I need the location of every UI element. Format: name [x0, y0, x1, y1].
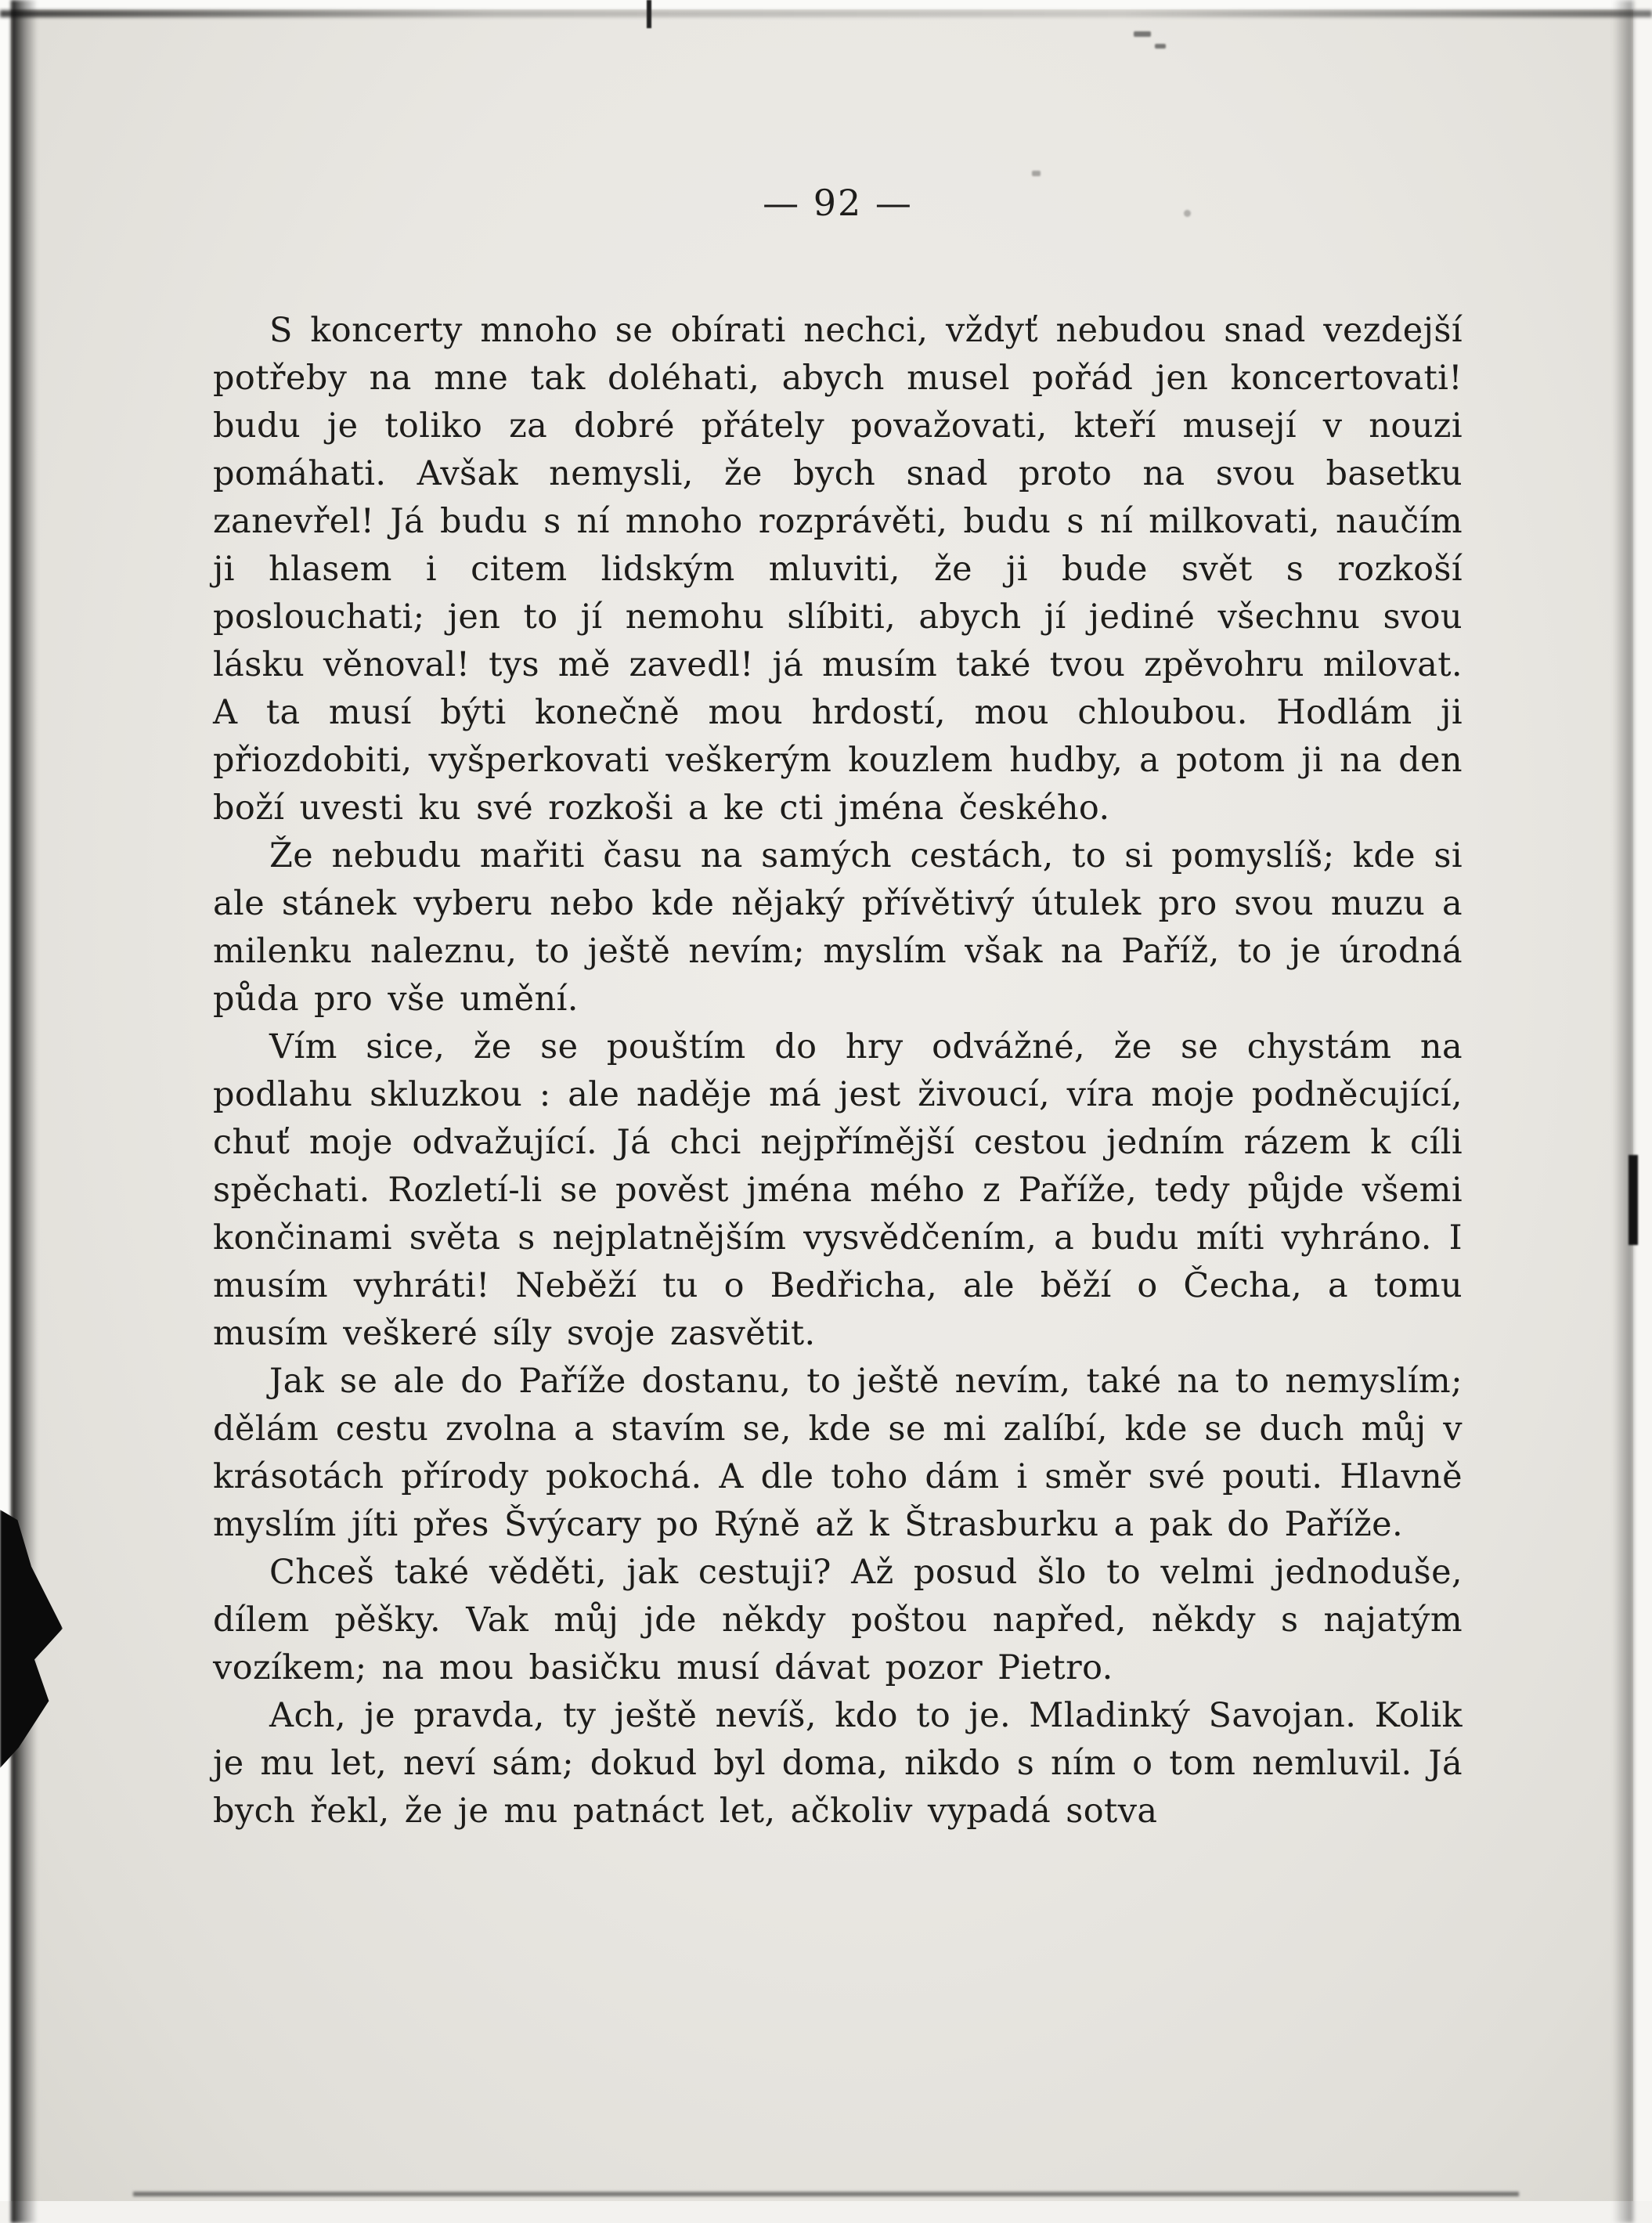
- book-spine-shadow: [11, 0, 38, 2223]
- page-top-edge-shadow: [0, 10, 1652, 17]
- scanner-edge-bottom: [0, 2201, 1652, 2223]
- scan-artifact-right-tick: [1629, 1155, 1638, 1245]
- paragraph: S koncerty mnoho se obírati nechci, vždyť nebudou snad vezdejší potřeby na mne tak doléhati, abych musel pořád jen koncertovati! budu je toliko za dobré přátely považovati, kteří musejí v nouzi pomáhati. Avšak nemysli, že bych snad proto na svou basetku zanevřel! Já budu s ní mnoho rozprávěti, budu s ní milkovati, naučím ji hlasem i citem lidským mluviti, že ji bude svět s rozkoší poslouchati; jen to jí nemohu slíbiti, abych jí jediné všechnu svou lásku věnoval! tys mě zavedl! já musím také tvou zpěvohru milovat. A ta musí býti konečně mou hrdostí, mou chloubou. Hodlám ji přiozdobiti, vyšperkovati veškerým kouzlem hudby, a potom ji na den boží uvesti ku své rozkoši a ke cti jména českého.: [213, 311, 1463, 828]
- scanner-edge-top: [0, 0, 1652, 9]
- scan-speck: [1032, 171, 1041, 176]
- paragraph: Ach, je pravda, ty ještě nevíš, kdo to je. Mladinký Savojan. Kolik je mu let, neví sám; dokud byl doma, nikdo s ním o tom nemluvil. Já bych řekl, že je mu patnáct let, ačkoliv vypadá sotva: [213, 1696, 1463, 1831]
- paragraph: Chceš také věděti, jak cestuji? Až posud šlo to velmi jednoduše, dílem pěšky. Vak můj jde někdy poštou napřed, někdy s najatým vozíkem; na mou basičku musí dávat pozor Pietro.: [213, 1553, 1463, 1687]
- scanner-edge-left: [0, 0, 11, 2223]
- page-bottom-edge-line: [133, 2192, 1519, 2196]
- scan-speck: [1134, 31, 1151, 37]
- page-right-edge-shadow: [1613, 0, 1633, 2223]
- paragraph: Vím sice, že se pouštím do hry odvážné, že se chystám na podlahu skluzkou : ale naděje má jest živoucí, víra moje podněcující, chuť moje odvažující. Já chci nejpřímější cestou jedním rázem k cíli spěchati. Rozletí-li se pověst jména mého z Paříže, tedy půjde všemi končinami světa s nejplatnějším vysvědčením, a budu míti vyhráno. I musím vyhráti! Neběží tu o Bedřicha, ale běží o Čecha, a tomu musím veškeré síly svoje zasvětit.: [213, 1027, 1463, 1353]
- body-text: [213, 307, 1463, 1835]
- scan-artifact-top-tick: [647, 0, 651, 28]
- page-number: — 92 —: [763, 182, 913, 224]
- scan-speck: [1155, 44, 1166, 49]
- scanner-edge-right: [1633, 0, 1652, 2223]
- paragraph: Jak se ale do Paříže dostanu, to ještě nevím, také na to nemyslím; dělám cestu zvolna a stavím se, kde se mi zalíbí, kde se duch můj v krásotách přírody pokochá. A dle toho dám i směr své pouti. Hlavně myslím jíti přes Švýcary po Rýně až k Štrasburku a pak do Paříže.: [213, 1362, 1463, 1544]
- paragraph: Že nebudu mařiti času na samých cestách, to si pomyslíš; kde si ale stánek vyberu nebo kde nějaký přívětivý útulek pro svou muzu a milenku naleznu, to ještě nevím; myslím však na Paříž, to je úrodná půda pro vše umění.: [213, 836, 1463, 1019]
